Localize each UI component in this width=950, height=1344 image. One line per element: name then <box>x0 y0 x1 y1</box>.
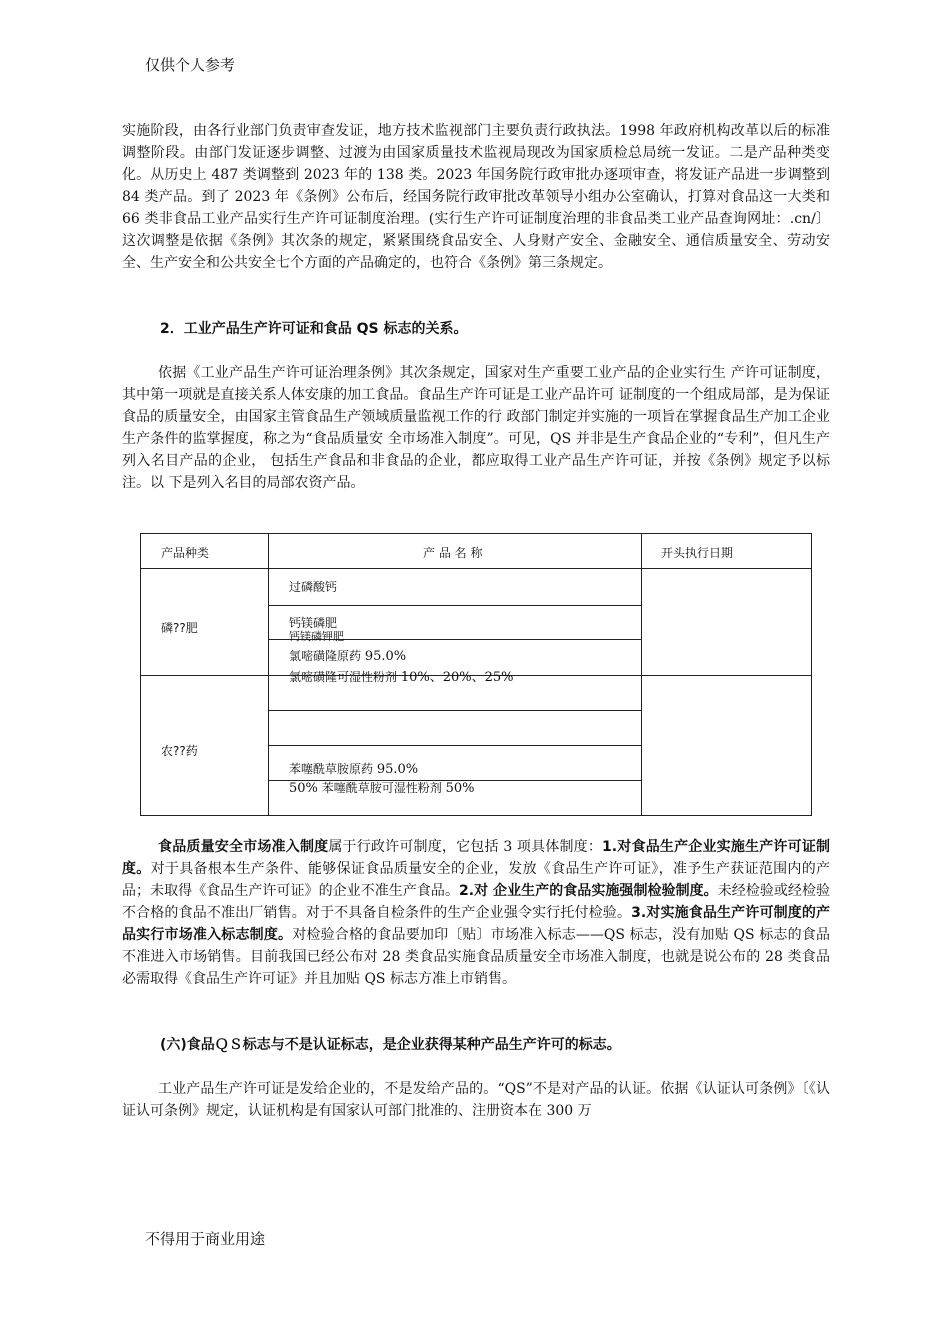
bold-text: 3.对实施食品生产许可制度的产品实行市场准入标志制度。 <box>122 905 831 943</box>
paragraph-2-text: 依据《工业产品生产许可证治理条例》其次条规定，国家对生产重要工业产品的企业实行生 产许可证制度，其中第一项就是直接关系人体安康的加工食品。食品生产许可证是工业产品许可 证制度的一个组成局部，是为保证食品的质量安全，由国家主管食品生产领域质量监视工作的行 政部门制定并实施的一项旨在掌握食品生产加工企业生产条件的监掌握度，称之为“食品质量安 全市场准入制度”。可见，QS 并非是生产食品企业的“专利”，但凡生产列入名目产品的企业， 包括生产食品和非食品的企业，都应取得工业产品生产许可证，并按《条例》规定予以标注。以 下是列入名目的局部农资产品。 <box>122 365 830 491</box>
section-heading-2: 2．工业产品生产许可证和食品 QS 标志的关系。 <box>160 321 468 337</box>
bold-text: 1.对食品生产企业实施生产许可证制度。 <box>122 839 831 877</box>
product-row: 钙镁磷肥 <box>289 616 338 630</box>
product-row <box>289 647 406 664</box>
product-name: 氯嘧磺隆可湿性粉剂 <box>289 670 398 684</box>
body-text: 对于具备根本生产条件、能够保证食品质量安全的企业，发放《食品生产许可证》，准予生产获证范围内的产品；未取得《食品生产许可证》的企业不准生产食品。 <box>122 861 831 899</box>
product-spec: 10%、20%、25% <box>400 670 514 685</box>
product-name: 氯嘧磺隆原药 <box>289 649 362 663</box>
header-category: 产品种类 <box>161 546 210 560</box>
paragraph-1-text: 实施阶段，由各行业部门负责审查发证，地方技术监视部门主要负责行政执法。1998 年政府机构改革以后的标准调整阶段。由部门发证逐步调整、过渡为由国家质量技术监视局现改为国家质检总局统一发证。二是产品种类变化。从历史上 487 类调整到 2023 年的 138 类。2023 年国务院行政审批办逐项审查，将发证产品进一步调整到 84 类产品。到了 2023 年《条例》公布后，经国务院行政审批改革领导小组办公室确认，打算对食品这一大类和 66 类非食品工业产品实行生产许可证制度治理。(实行生产许可证制度治理的非食品类工业产品查询网址：.cn/〕这次调整是依据《条例》其次条的规定，紧紧围绕食品安全、人身财产安全、金融安全、通信质量安全、劳动安全、生产安全和公共安全七个方面的产品确定的，也符合《条例》第三条规定。 <box>122 123 830 271</box>
bold-text: 2.对 企业生产的食品实施强制检验制度。 <box>459 883 718 899</box>
product-name: 苯噻酰草胺可湿性粉剂 <box>321 781 442 795</box>
product-spec: 50% <box>289 781 318 796</box>
paragraph-4-text: 工业产品生产许可证是发给企业的，不是发给产品的。“QS”不是对产品的认证。依据《认证认可条例》〔《认证认可条例》规定，认证机构是有国家认可部门批准的、注册资本在 300 万 <box>122 1081 830 1119</box>
product-name: 苯噻酰草胺原药 <box>289 762 374 776</box>
header-product-name: 产 品 名 称 <box>423 546 483 560</box>
product-row <box>289 666 514 685</box>
paragraph-3-text <box>122 836 830 990</box>
bold-text: 食品质量安全市场准入制度 <box>158 839 329 855</box>
paragraph-1 <box>122 120 830 274</box>
product-spec: 95.0% <box>376 762 419 777</box>
product-spec: 95.0% <box>364 649 407 664</box>
product-spec: 50% <box>445 781 475 796</box>
page-header: 仅供个人参考 <box>145 56 236 74</box>
header-start-date: 开头执行日期 <box>661 546 734 560</box>
product-row <box>289 760 418 777</box>
paragraph-2 <box>122 362 830 494</box>
paragraph-3 <box>122 836 830 990</box>
paragraph-4 <box>122 1078 830 1122</box>
category-phosphate-fertilizer: 磷??肥 <box>161 621 198 635</box>
body-text: 对检验合格的食品要加印〔贴〕市场准入标志——QS 标志，没有加贴 QS 标志的食品不准进入市场销售。目前我国已经公布对 28 类食品实施食品质量安全市场准入制度，也就是说公布的 28 类食品必需取得《食品生产许可证》并且加贴 QS 标志方准上市销售。 <box>122 927 830 987</box>
product-row <box>289 779 474 796</box>
product-table <box>140 533 812 816</box>
product-row: 钙镁磷钾肥 <box>289 630 344 643</box>
section-heading-6: (六)食品ＱＳ标志与不是认证标志，是企业获得某种产品生产许可的标志。 <box>160 1037 621 1053</box>
page-footer: 不得用于商业用途 <box>145 1230 266 1248</box>
category-pesticide: 农??药 <box>161 744 198 758</box>
body-text: 未经检验或经检验不合格的食品不准出厂销售。对于不具备自检条件的生产企业强令实行托付检验。 <box>122 883 831 921</box>
product-row: 过磷酸钙 <box>289 580 338 594</box>
body-text: 属于行政许可制度，它包括 3 项具体制度： <box>328 839 603 855</box>
